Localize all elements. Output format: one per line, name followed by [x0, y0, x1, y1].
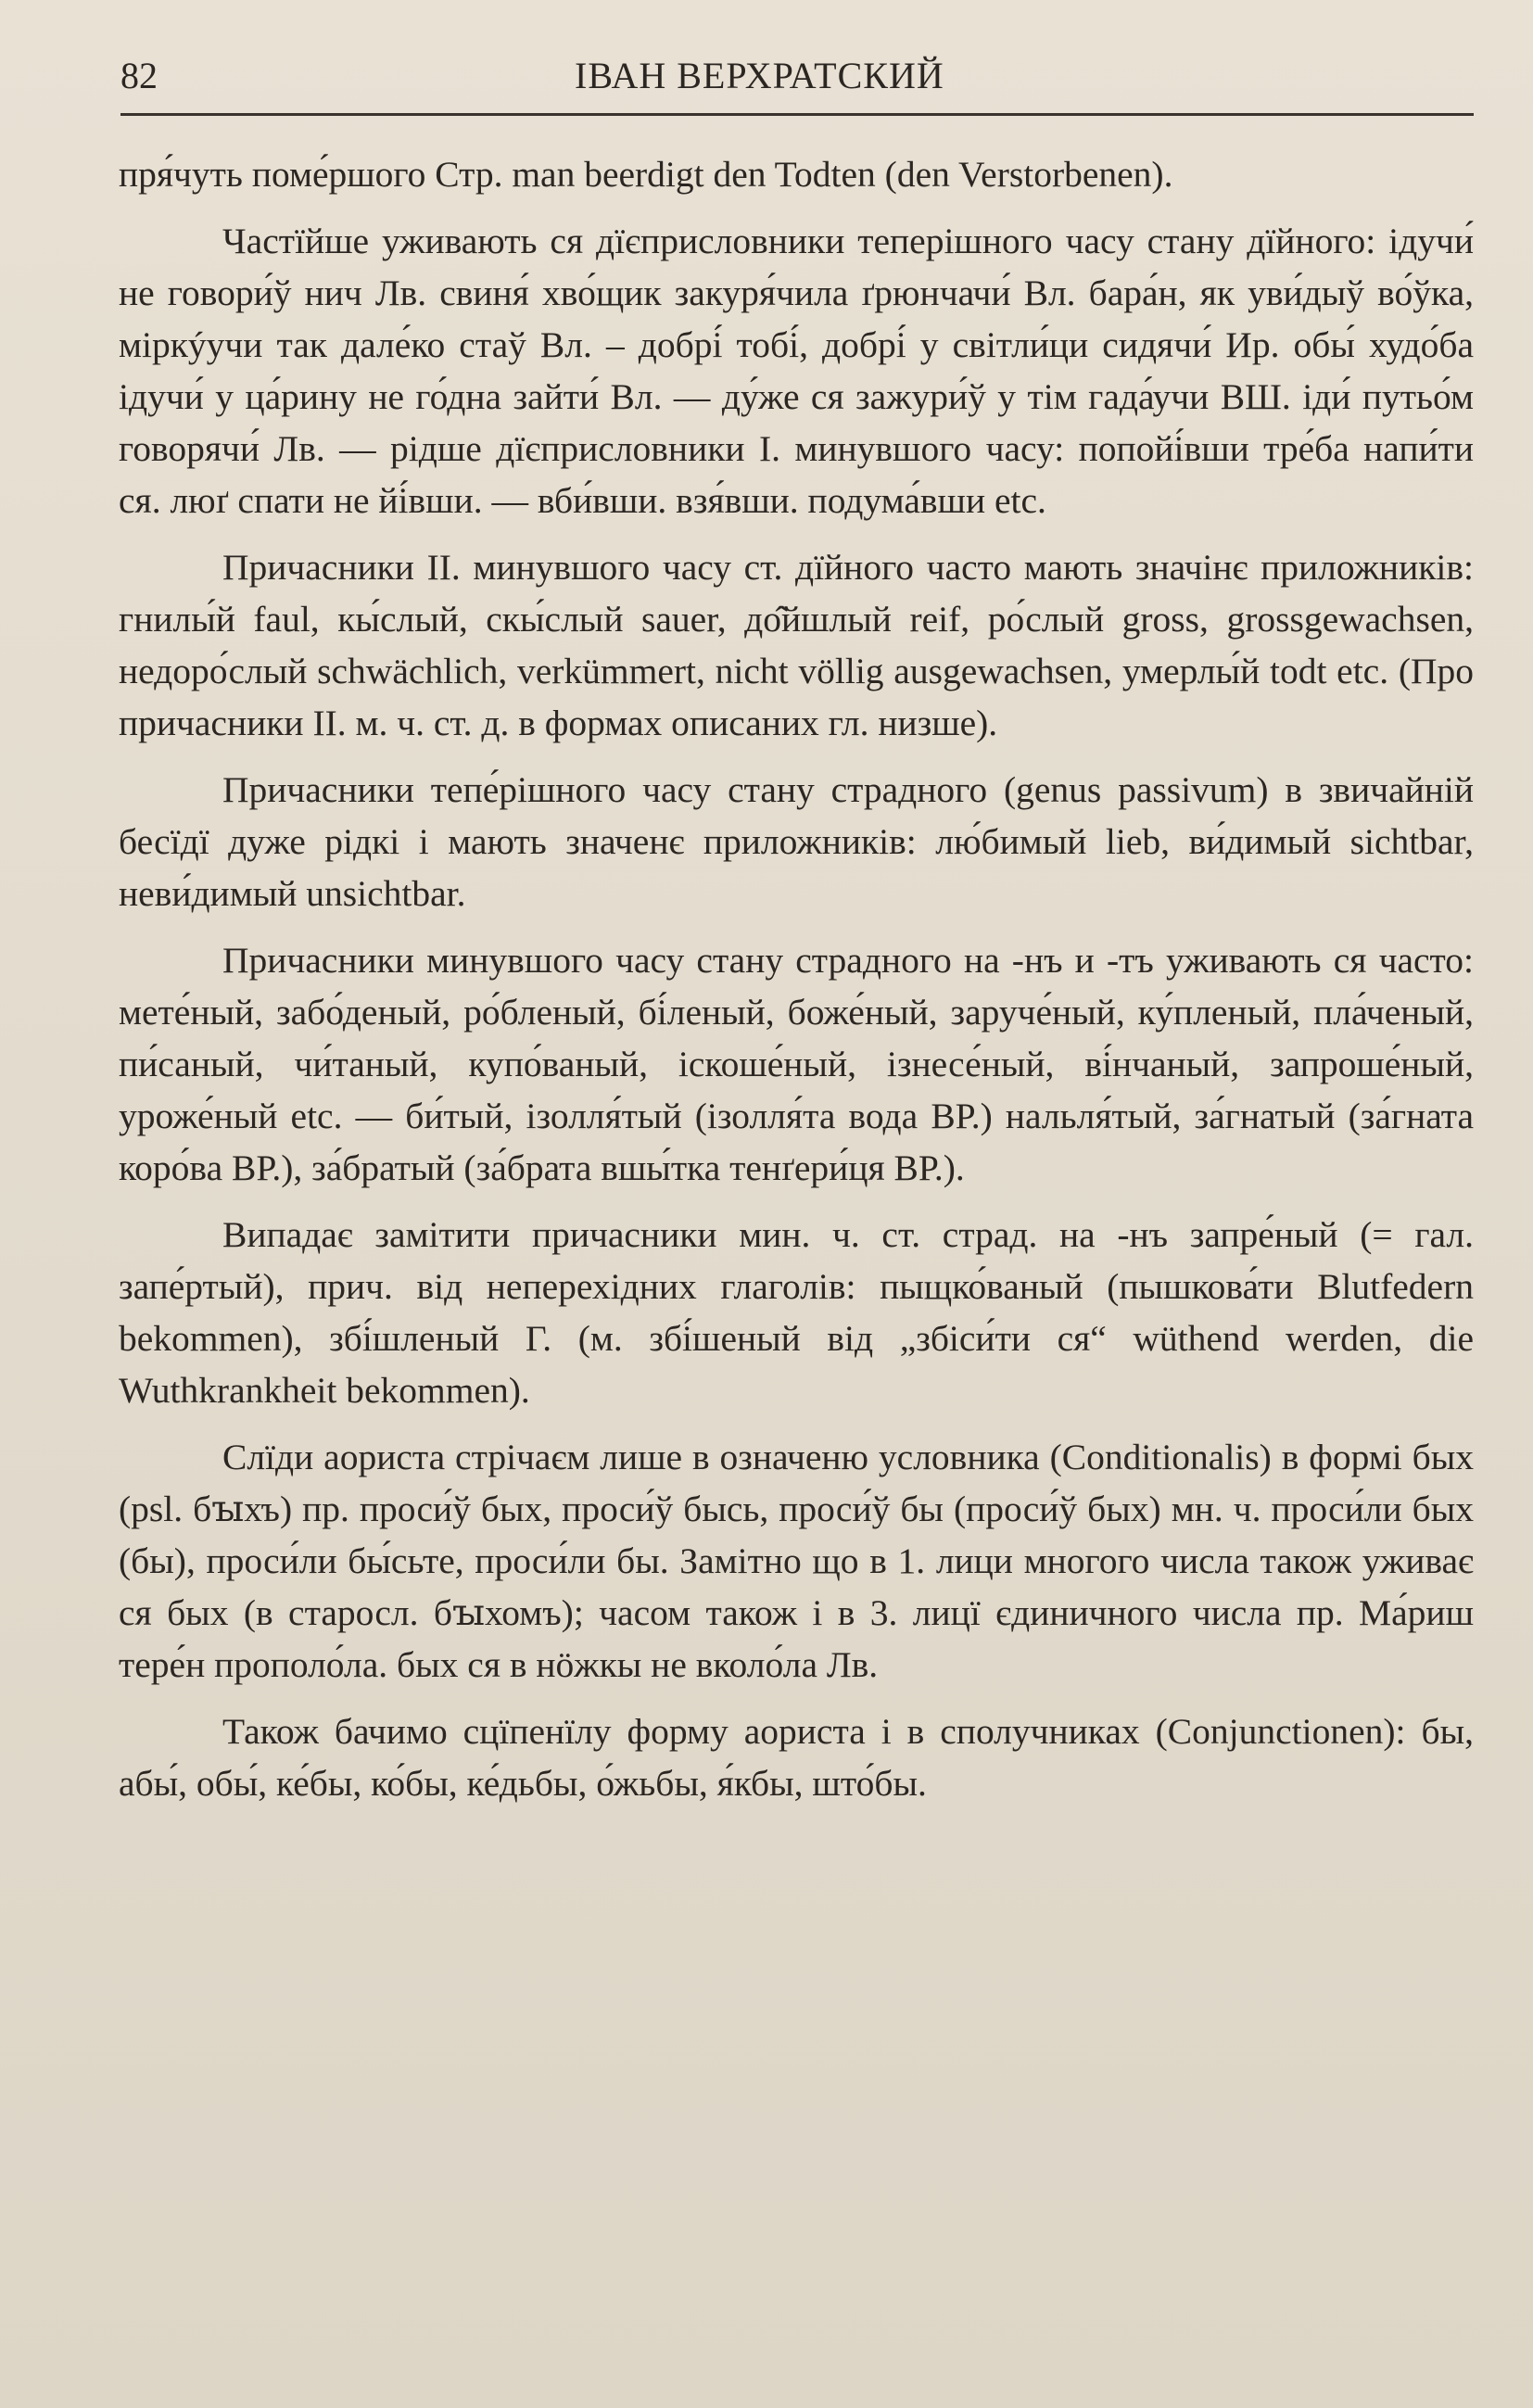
paragraph: Слїди аориста стрічаєм лише в означеню условника (Conditionalis) в формі быx (psl. бꙑхъ) пр. проси́ў быx, проси́ў бысь, проси́ў бы (проси́ў быx) мн. ч. проси́ли быx (бы), проси́ли бы́сьте, проси́ли бы. Замітно що в 1. лици многого числа також уживає ся быx (в старосл. бꙑхомъ); часом також і в 3. лицї єдиничного числа пр. Ма́риш тере́н прополо́ла. быx ся в нӧжкы не вколо́ла Лв.: [119, 1437, 1474, 1685]
paragraph: Причасники II. минувшого часу ст. дїйного часто мають значінє приложників: гнилы́й faul, кы́слый, скы́слый sauer, до̂йшлый reif, ро́слый gross, grossgewachsen, недоро́слый schwächlich, verkümmert, nicht völlig ausgewachsen, умерлы́й todt etc. (Про причасники II. м. ч. ст. д. в формах описаних гл. низше).: [119, 547, 1474, 743]
body-text: [119, 148, 1474, 1824]
paragraph: Випадає замітити причасники мин. ч. ст. страд. на -нъ запре́ный (= гал. запе́ртый), прич. від неперехідних глаголів: пыщко́ваный (пышкова́ти Blutfedern bekommen), збі́шленый Г. (м. збі́шеный від „збіси́ти ся“ wüthend werden, die Wuthkrankheit bekommen).: [119, 1214, 1474, 1411]
paragraph: Причасники минувшого часу стану страдного на -нъ и -тъ уживають ся часто: мете́ный, забо́деный, ро́бленый, бі́леный, боже́ный, заруче́ный, ку́пленый, пла́ченый, пи́саный, чи́таный, купо́ваный, іскоше́ный, ізнесе́ный, ві́нчаный, запроше́ный, уроже́ный etc. — би́тый, ізолля́тый (ізолля́та вода ВР.) нальля́тый, за́гнатый (за́гната коро́ва ВР.), за́братый (за́брата вшы́тка тенґери́ця ВР.).: [119, 940, 1474, 1188]
paragraph: пря́чуть поме́ршого Стр. man beerdigt den Todten (den Verstorbenen).: [119, 154, 1173, 195]
paragraph: Причасники тепе́рішного часу стану страдного (genus passivum) в звичайній бесїдї дуже рідкі і мають значенє приложників: лю́бимый lieb, ви́димый sichtbar, неви́димый unsichtbar.: [119, 769, 1474, 914]
running-title: ІВАН ВЕРХРАТСКИЙ: [575, 55, 944, 96]
paragraph: Також бачимо сцїпенїлу форму аориста і в сполучниках (Conjunctionen): бы, абы́, обы́, ке́бы, ко́бы, ке́дьбы, о́жьбы, я́кбы, што́бы.: [119, 1711, 1474, 1804]
page-number: 82: [120, 55, 158, 96]
header-rule: [120, 113, 1474, 116]
paragraph: Частїйше уживають ся дїєприсловники теперішного часу стану дїйного: ідучи́ не говори́ў нич Лв. свиня́ хво́щик закуря́чила ґрюнчачи́ Вл. бара́н, як уви́дыў во́ўка, міркýучи так дале́ко стаў Вл. – добрі́ тобі́, добрі́ у світли́ци сидячи́ Ир. обы́ худо́ба ідучи́ у ца́рину не го́дна зайти́ Вл. — ду́же ся зажури́ў у тім гада́учи ВШ. іди́ путьо́м говорячи́ Лв. — рідше дїєприсловники І. минувшого часу: попойі́вши тре́ба напи́ти ся. люґ спати не йі́вши. — вби́вши. взя́вши. подума́вши etc.: [119, 221, 1474, 521]
page-header: [120, 48, 1474, 113]
